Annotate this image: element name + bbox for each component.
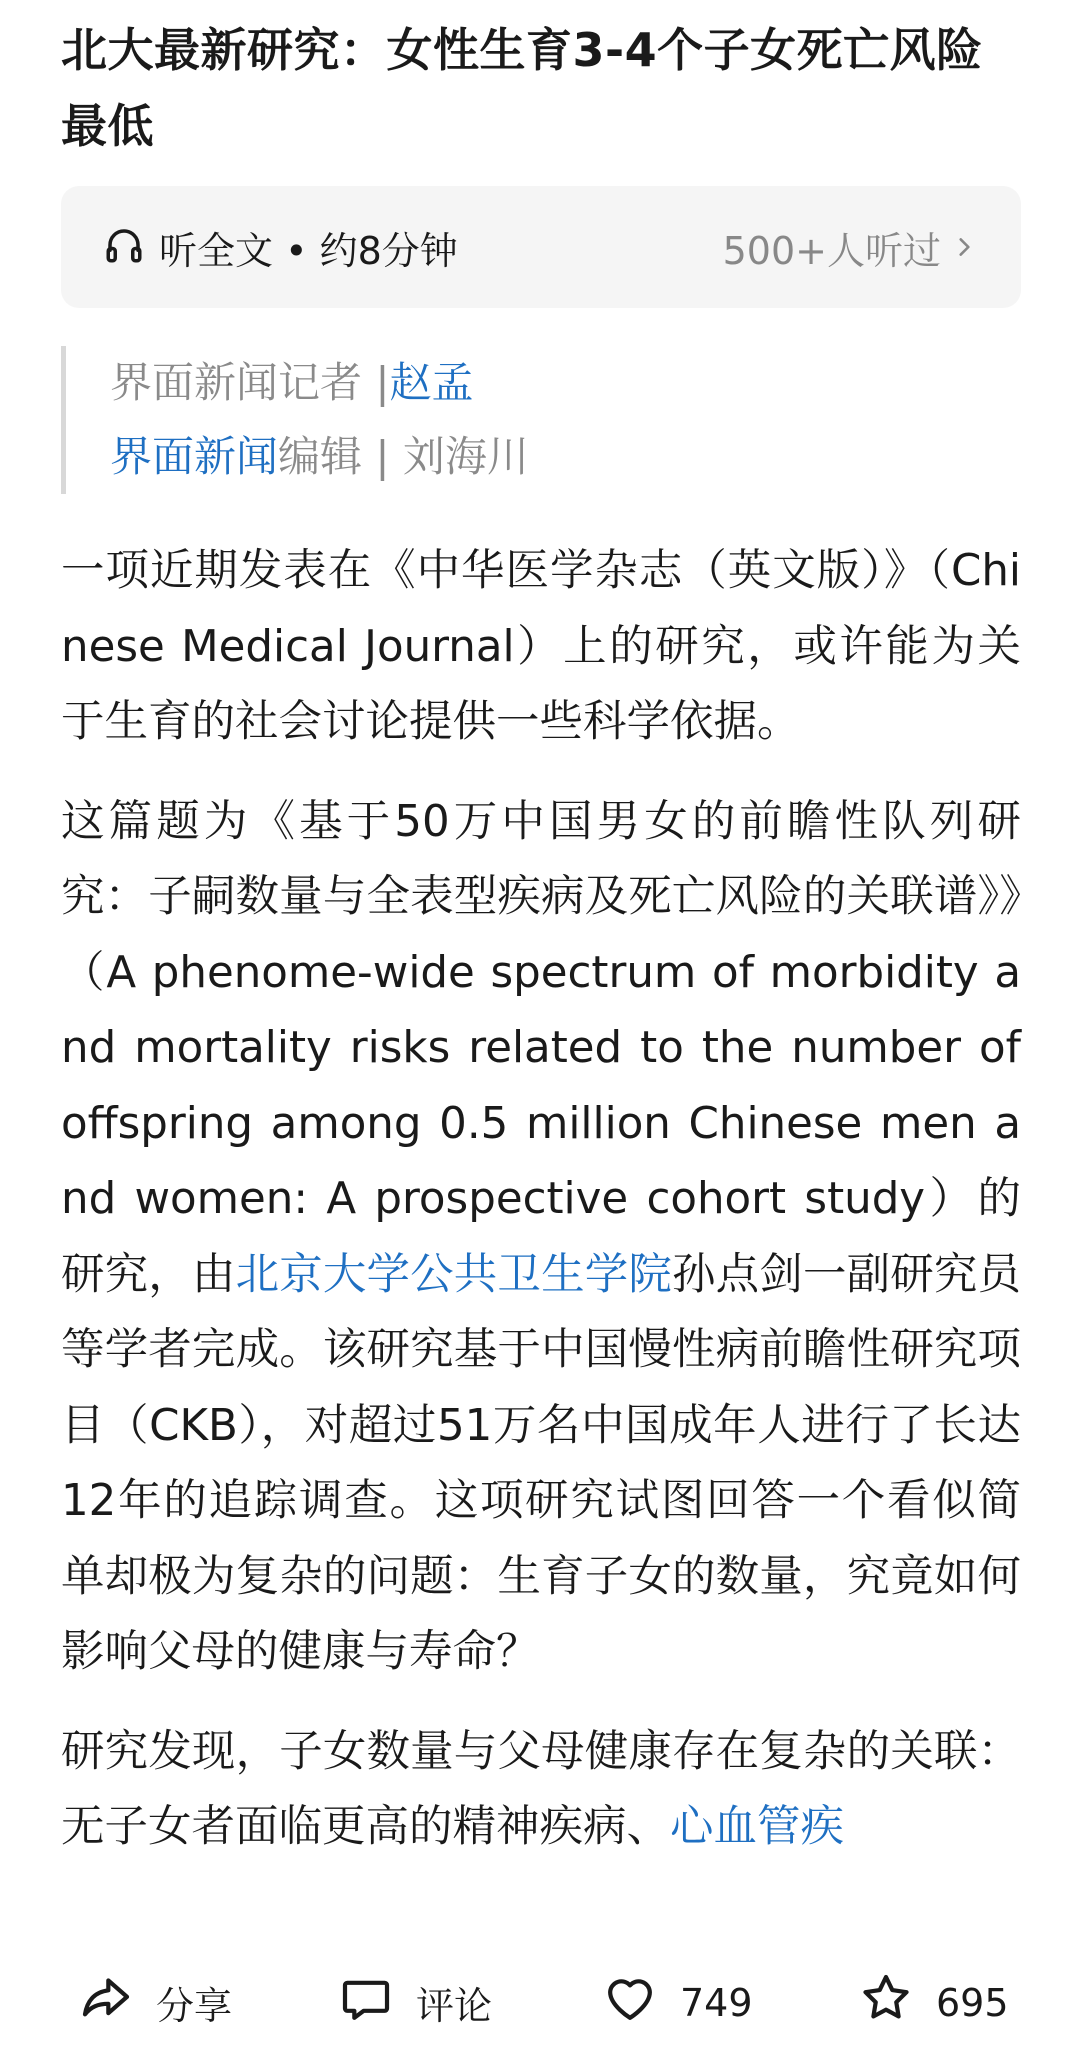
- headphones-icon: [103, 224, 159, 270]
- heart-icon: [602, 1970, 680, 2035]
- article-title: 北大最新研究：女性生育3-4个子女死亡风险最低: [61, 23, 983, 153]
- pku-public-health-link[interactable]: 北京大学公共卫生学院: [235, 1249, 673, 1300]
- favorite-count: 695: [936, 1980, 1009, 2025]
- paragraph-2-text-b: 孙点剑一副研究员等学者完成。该研究基于中国慢性病前瞻性研究项目（CKB），对超过51万名中国成年人进行了长达12年的追踪调查。这项研究试图回答一个看似简单却极为复杂的问题：生育子女的数量，究竟如何影响父母的健康与寿命？: [61, 1249, 1022, 1677]
- reporter-name-link[interactable]: 赵孟: [389, 358, 474, 407]
- paragraph-3-text: 研究发现，子女数量与父母健康存在复杂的关联：无子女者面临更高的精神疾病、: [61, 1726, 1021, 1852]
- comment-button[interactable]: [338, 1970, 492, 2035]
- share-label: 分享: [156, 1984, 233, 2028]
- listen-count-group: [723, 220, 977, 275]
- article-body: [61, 534, 1021, 1890]
- byline-editor: [110, 420, 961, 494]
- byline: [61, 346, 961, 494]
- source-link[interactable]: 界面新闻: [110, 432, 279, 481]
- paragraph-2: [61, 785, 1021, 1691]
- star-icon: [858, 1970, 936, 2035]
- listen-left-group: [103, 220, 723, 275]
- bottom-action-bar: [0, 1934, 1080, 2068]
- cardiovascular-link[interactable]: 心血管疾: [670, 1802, 844, 1852]
- comment-label: 评论: [416, 1984, 493, 2028]
- reporter-prefix: 界面新闻记者 |: [110, 358, 390, 407]
- share-icon: [78, 1970, 156, 2035]
- byline-reporter: [110, 346, 961, 420]
- paragraph-1: 一项近期发表在《中华医学杂志（英文版）》（Chinese Medical Journal）上的研究，或许能为关于生育的社会讨论提供一些科学依据。: [61, 546, 1021, 747]
- listen-full-text-bar[interactable]: [61, 186, 1021, 308]
- listen-label: 听全文 • 约8分钟: [159, 228, 458, 273]
- favorite-button[interactable]: [858, 1970, 1009, 2035]
- chevron-right-icon: [941, 225, 977, 269]
- comment-icon: [338, 1970, 416, 2035]
- article-content: [61, 0, 1022, 1852]
- listener-count: 500+人听过: [722, 228, 941, 273]
- editor-text: 编辑 | 刘海川: [278, 432, 529, 481]
- content-fade: [0, 1898, 1080, 1938]
- share-button[interactable]: [78, 1970, 232, 2035]
- like-count: 749: [680, 1980, 753, 2025]
- paragraph-3: [61, 1715, 1021, 1866]
- paragraph-2-text-a: 这篇题为《基于50万中国男女的前瞻性队列研究：子嗣数量与全表型疾病及死亡风险的关联谱》》（A phenome-wide spectrum of morbidity and mortality risks related to the number of offspring among 0.5 million Chinese men and women: A prospective cohort study）的研究，由: [61, 796, 1021, 1300]
- like-button[interactable]: [602, 1970, 753, 2035]
